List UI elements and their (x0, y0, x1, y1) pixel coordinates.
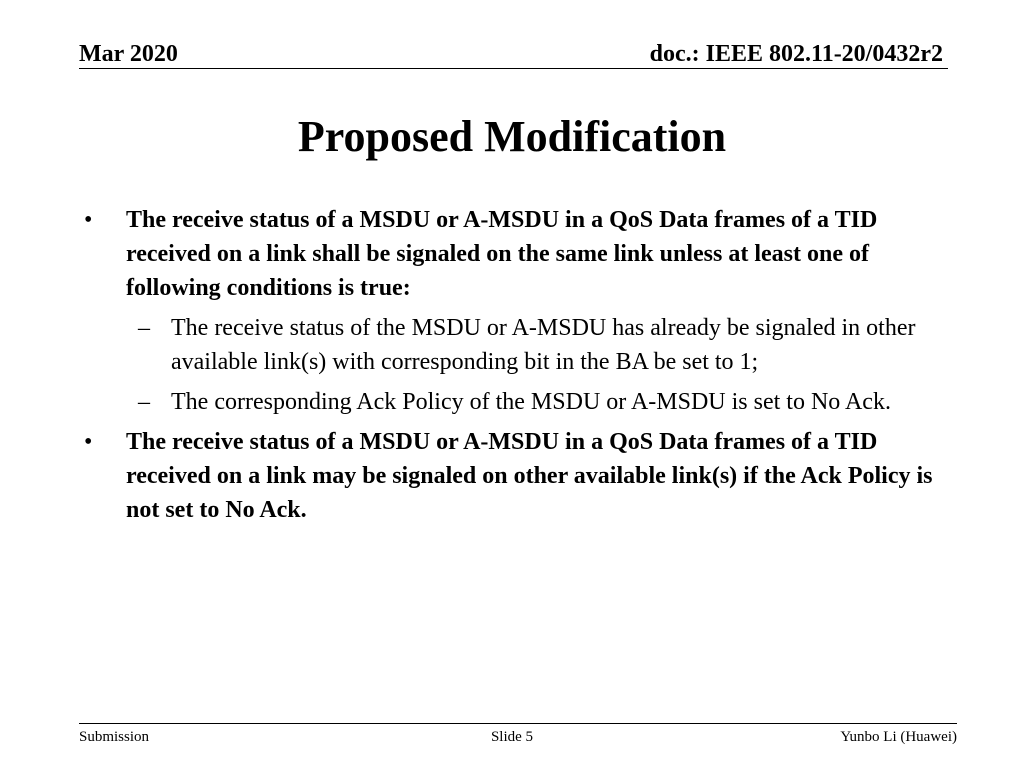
footer-divider (79, 723, 957, 724)
sub-bullet-text: The corresponding Ack Policy of the MSDU or A-MSDU is set to No Ack. (171, 389, 891, 415)
bullet-marker: • (84, 429, 93, 455)
header-divider (79, 68, 948, 69)
footer-author: Yunbo Li (Huawei) (840, 729, 957, 745)
slide-body (84, 203, 984, 527)
sub-bullet-text: The receive status of the MSDU or A-MSDU has already be signaled in other available link(s) with corresponding bit in the BA be set to 1; (171, 315, 916, 375)
footer-submission: Submission (79, 729, 150, 745)
header-doc-id: doc.: IEEE 802.11-20/0432r2 (649, 41, 943, 67)
dash-marker: – (138, 315, 150, 341)
footer-slide-number: Slide 5 (490, 729, 534, 745)
dash-marker: – (138, 389, 150, 415)
slide-title: Proposed Modification (297, 112, 727, 161)
bullet-text: The receive status of a MSDU or A-MSDU in a QoS Data frames of a TID received on a link shall be signaled on the same link unless at least one of following conditions is true: (126, 207, 878, 301)
bullet-item (84, 425, 984, 527)
header-date: Mar 2020 (79, 41, 178, 67)
bullet-marker: • (84, 207, 93, 233)
sub-bullet-item (84, 385, 984, 419)
bullet-item (84, 203, 984, 305)
sub-bullet-item (84, 311, 984, 379)
bullet-text: The receive status of a MSDU or A-MSDU in a QoS Data frames of a TID received on a link may be signaled on other available link(s) if the Ack Policy is not set to No Ack. (126, 429, 933, 523)
